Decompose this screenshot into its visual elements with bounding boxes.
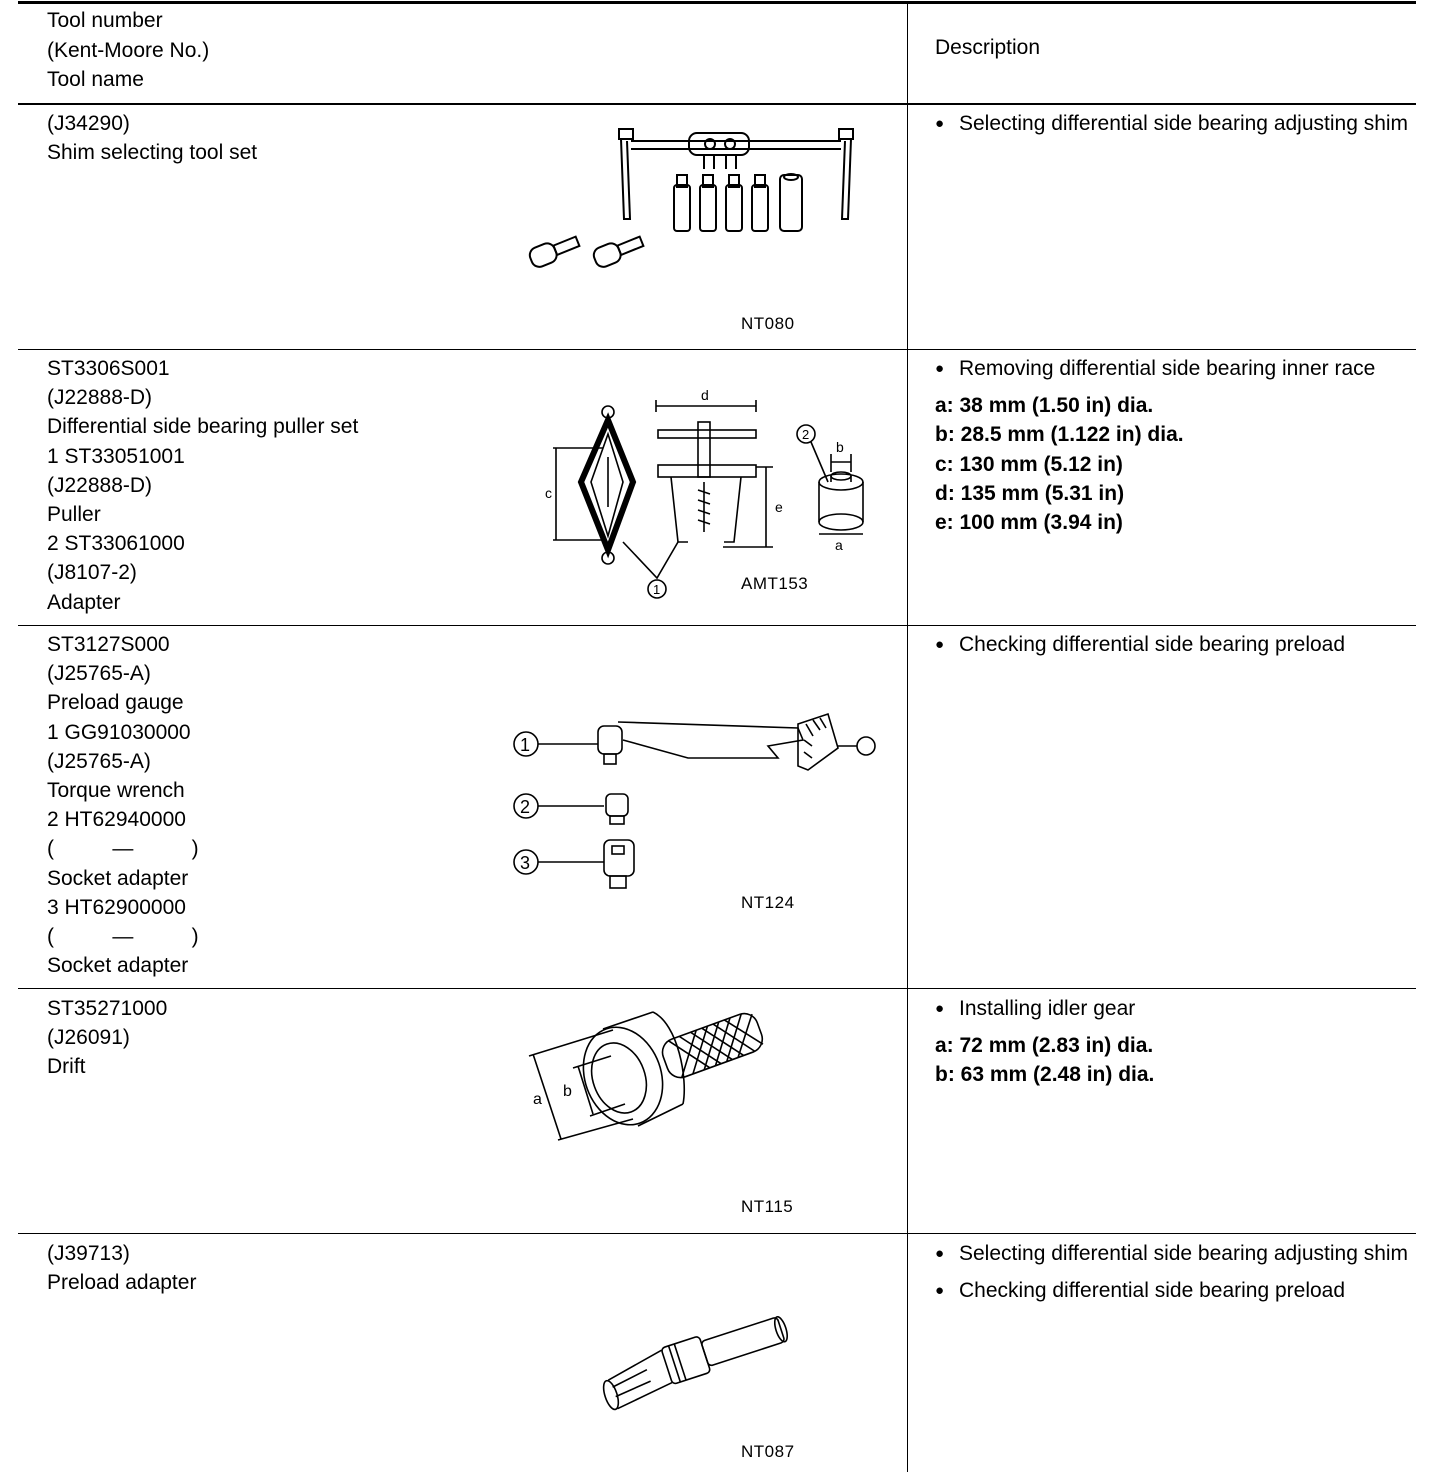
tool-line: (J26091)	[47, 1026, 130, 1050]
callout-3: 3	[520, 853, 531, 873]
description-bullet: ● Removing differential side bearing inner race	[935, 354, 1415, 383]
tool-line: (J39713)	[47, 1242, 130, 1265]
header-line: Tool number	[47, 9, 163, 32]
dim-label-a: a	[533, 1091, 542, 1108]
tool-line: 2 HT62940000	[47, 808, 186, 832]
callout-2: 2	[802, 427, 810, 442]
preload-gauge-illustration	[508, 700, 888, 900]
table-row	[18, 354, 1416, 625]
image-code: NT115	[741, 1197, 794, 1216]
spec-list	[935, 391, 1415, 537]
description	[935, 994, 1415, 1090]
shim-selecting-tool-illustration	[506, 119, 866, 289]
tool-line: Drift	[47, 1055, 86, 1079]
tool-line: ST3306S001	[47, 357, 170, 380]
table-row	[18, 630, 1416, 988]
tool-line: ST3127S000	[47, 633, 170, 656]
tool-line: 1 ST33051001	[47, 444, 185, 468]
tool-info	[47, 1239, 196, 1297]
row-divider	[18, 1233, 1416, 1234]
spec-line: a: 72 mm (2.83 in) dia.	[935, 1034, 1154, 1058]
tool-line: (J25765-A)	[47, 749, 151, 773]
table-row	[18, 109, 1416, 349]
description	[935, 1239, 1415, 1305]
description	[935, 630, 1415, 659]
tool-line: (J22888-D)	[47, 473, 153, 497]
row-divider	[18, 988, 1416, 989]
description-bullet: ● Selecting differential side bearing adjusting shim	[935, 109, 1415, 138]
tool-line: Shim selecting tool set	[47, 141, 258, 165]
tool-line: ( — )	[47, 924, 199, 948]
tool-info	[47, 994, 167, 1082]
header-bottom-rule	[18, 103, 1416, 105]
header-description: Description	[935, 36, 1041, 59]
tool-line: (J8107-2)	[47, 561, 137, 585]
image-code: NT080	[741, 314, 795, 333]
image-code: AMT153	[741, 574, 809, 593]
table-top-rule	[18, 1, 1416, 4]
tool-line: Puller	[47, 502, 101, 526]
description-bullet: ● Selecting differential side bearing adjusting shim	[935, 1239, 1415, 1268]
spec-line: e: 100 mm (3.94 in)	[935, 510, 1123, 534]
tool-line: (J25765-A)	[47, 662, 151, 686]
tool-line: ST35271000	[47, 997, 168, 1020]
dim-label-b: b	[836, 439, 844, 455]
dim-label-c: c	[545, 485, 552, 501]
description	[935, 109, 1415, 138]
description-bullet: ● Installing idler gear	[935, 994, 1415, 1023]
dim-label-a: a	[835, 537, 843, 553]
callout-2: 2	[520, 797, 531, 817]
spec-line: b: 28.5 mm (1.122 in) dia.	[935, 423, 1184, 447]
spec-line: d: 135 mm (5.31 in)	[935, 481, 1125, 505]
header-line: (Kent-Moore No.)	[47, 38, 210, 62]
dim-label-b: b	[563, 1083, 572, 1100]
header-tool-column	[47, 6, 209, 95]
image-code: NT124	[741, 893, 795, 912]
description	[935, 354, 1415, 537]
tool-line: Differential side bearing puller set	[47, 415, 359, 439]
tool-line: 3 HT62900000	[47, 895, 186, 919]
drift-illustration	[513, 1004, 773, 1154]
tool-line: (J34290)	[47, 112, 130, 135]
puller-set-illustration	[523, 382, 868, 607]
header-line: Tool name	[47, 68, 144, 91]
tool-line: 2 ST33061000	[47, 532, 185, 556]
tool-info	[47, 354, 358, 617]
description-bullet: ● Checking differential side bearing preload	[935, 1276, 1415, 1305]
tool-line: Preload adapter	[47, 1271, 197, 1295]
dim-label-e: e	[775, 499, 783, 515]
table-row	[18, 1239, 1416, 1472]
tool-line: Socket adapter	[47, 954, 189, 978]
image-code: NT087	[741, 1442, 795, 1461]
callout-1: 1	[653, 582, 661, 597]
dim-label-d: d	[701, 387, 709, 403]
tool-line: Adapter	[47, 590, 121, 614]
description-bullet: ● Checking differential side bearing preload	[935, 630, 1415, 659]
row-divider	[18, 625, 1416, 626]
callout-1: 1	[520, 735, 531, 755]
spec-list	[935, 1031, 1415, 1089]
tool-line: (J22888-D)	[47, 386, 153, 410]
tool-line: Torque wrench	[47, 778, 185, 802]
tool-line: Socket adapter	[47, 866, 189, 890]
tool-line: 1 GG91030000	[47, 720, 191, 744]
table-row	[18, 994, 1416, 1233]
row-divider	[18, 349, 1416, 350]
spec-line: a: 38 mm (1.50 in) dia.	[935, 394, 1154, 418]
preload-adapter-illustration	[586, 1304, 806, 1414]
tool-info	[47, 630, 199, 980]
spec-line: b: 63 mm (2.48 in) dia.	[935, 1063, 1155, 1087]
tool-line: Preload gauge	[47, 691, 184, 715]
spec-line: c: 130 mm (5.12 in)	[935, 452, 1123, 476]
tool-info	[47, 109, 257, 167]
tool-line: ( — )	[47, 837, 199, 861]
